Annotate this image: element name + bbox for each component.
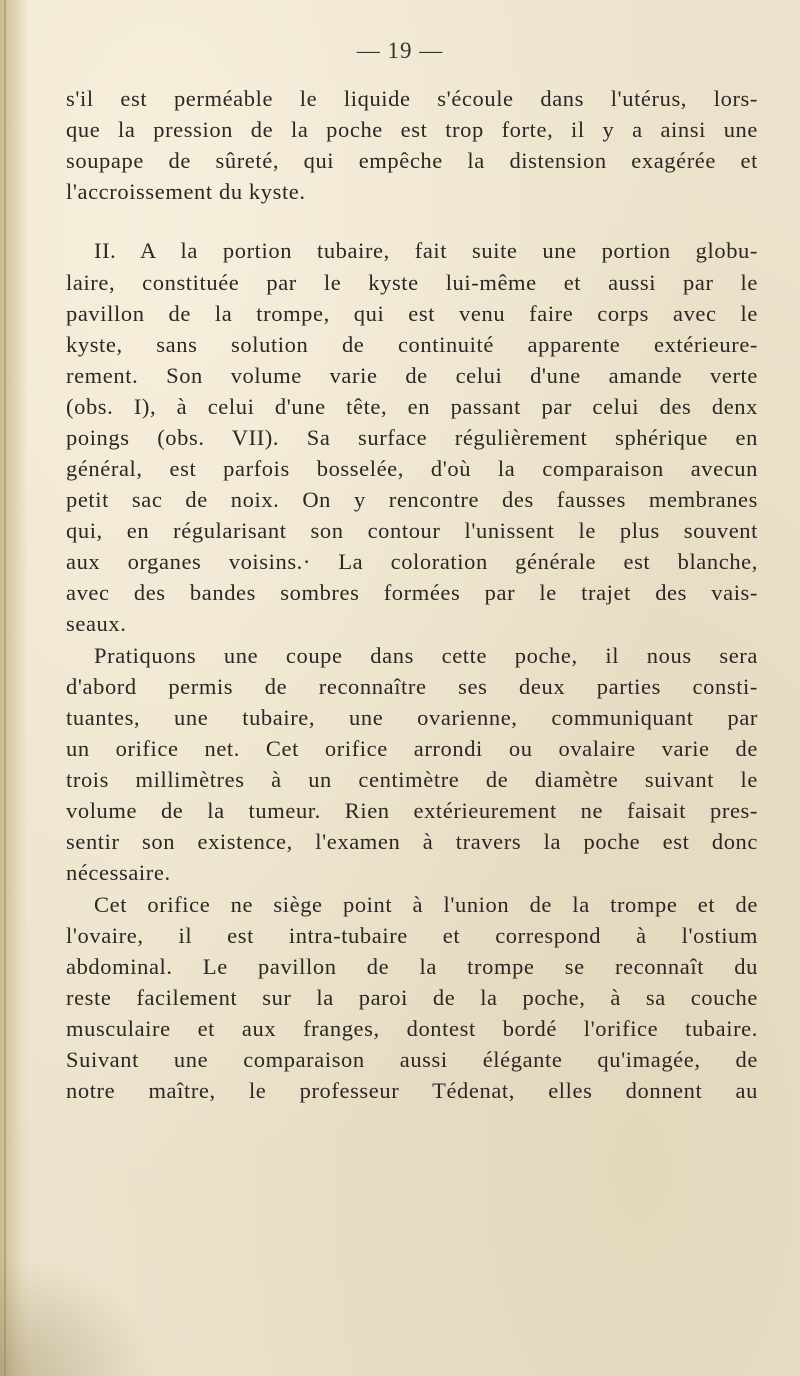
paragraph-2-line-10: qui, en régularisant son contour l'unissent le plus souvent — [66, 518, 758, 543]
paragraph-4-line-2: l'ovaire, il est intra-tubaire et correspond à l'ostium — [66, 923, 758, 948]
paragraph-3-line-1: Pratiquons une coupe dans cette poche, il nous sera — [94, 643, 758, 668]
paragraph-2-line-2: laire, constituée par le kyste lui-même et aussi par le — [66, 270, 758, 295]
paragraph-2-line-4: kyste, sans solution de continuité apparente extérieure- — [66, 332, 758, 357]
paragraph-3-line-8: nécessaire. — [66, 860, 171, 885]
paragraph-2-line-12: avec des bandes sombres formées par le trajet des vais- — [66, 580, 758, 605]
paragraph-1-line-1: s'il est perméable le liquide s'écoule dans l'utérus, lors- — [66, 86, 758, 111]
paragraph-4-line-4: reste facilement sur la paroi de la poche, à sa couche — [66, 985, 758, 1010]
paragraph-3-line-4: un orifice net. Cet orifice arrondi ou ovalaire varie de — [66, 736, 758, 761]
page-shadow — [0, 1256, 160, 1376]
paragraph-2-line-1: II. A la portion tubaire, fait suite une portion globu- — [94, 238, 758, 263]
binding-edge — [0, 0, 28, 1376]
paragraph-2-line-11: aux organes voisins.· La coloration générale est blanche, — [66, 549, 758, 574]
paragraph-2-line-9: petit sac de noix. On y rencontre des fausses membranes — [66, 487, 758, 512]
paragraph-2-line-8: général, est parfois bosselée, d'où la comparaison avecun — [66, 456, 758, 481]
paragraph-4-line-7: notre maître, le professeur Tédenat, elles donnent au — [66, 1078, 758, 1103]
paragraph-1-line-2: que la pression de la poche est trop forte, il y a ainsi une — [66, 117, 758, 142]
paragraph-3-line-7: sentir son existence, l'examen à travers la poche est donc — [66, 829, 758, 854]
paragraph-1-line-4: l'accroissement du kyste. — [66, 179, 306, 204]
paragraph-3-line-3: tuantes, une tubaire, une ovarienne, communiquant par — [66, 705, 758, 730]
paragraph-4-line-6: Suivant une comparaison aussi élégante qu'imagée, de — [66, 1047, 758, 1072]
paragraph-2-line-3: pavillon de la trompe, qui est venu faire corps avec le — [66, 301, 758, 326]
paragraph-2-line-5: rement. Son volume varie de celui d'une amande verte — [66, 363, 758, 388]
paragraph-3-line-2: d'abord permis de reconnaître ses deux parties consti- — [66, 674, 758, 699]
paragraph-3-line-5: trois millimètres à un centimètre de diamètre suivant le — [66, 767, 758, 792]
page-number: — 19 — — [356, 38, 444, 63]
paragraph-2-line-13: seaux. — [66, 611, 127, 636]
paragraph-2-line-7: poings (obs. VII). Sa surface régulièrement sphérique en — [66, 425, 758, 450]
paragraph-4-line-1: Cet orifice ne siège point à l'union de la trompe et de — [94, 892, 758, 917]
paragraph-3-line-6: volume de la tumeur. Rien extérieurement ne faisait pres- — [66, 798, 758, 823]
paragraph-2-line-6: (obs. I), à celui d'une tête, en passant par celui des denx — [66, 394, 758, 419]
paragraph-1-line-3: soupape de sûreté, qui empêche la distension exagérée et — [66, 148, 758, 173]
paragraph-4-line-3: abdominal. Le pavillon de la trompe se reconnaît du — [66, 954, 758, 979]
paragraph-4-line-5: musculaire et aux franges, dontest bordé l'orifice tubaire. — [66, 1016, 758, 1041]
